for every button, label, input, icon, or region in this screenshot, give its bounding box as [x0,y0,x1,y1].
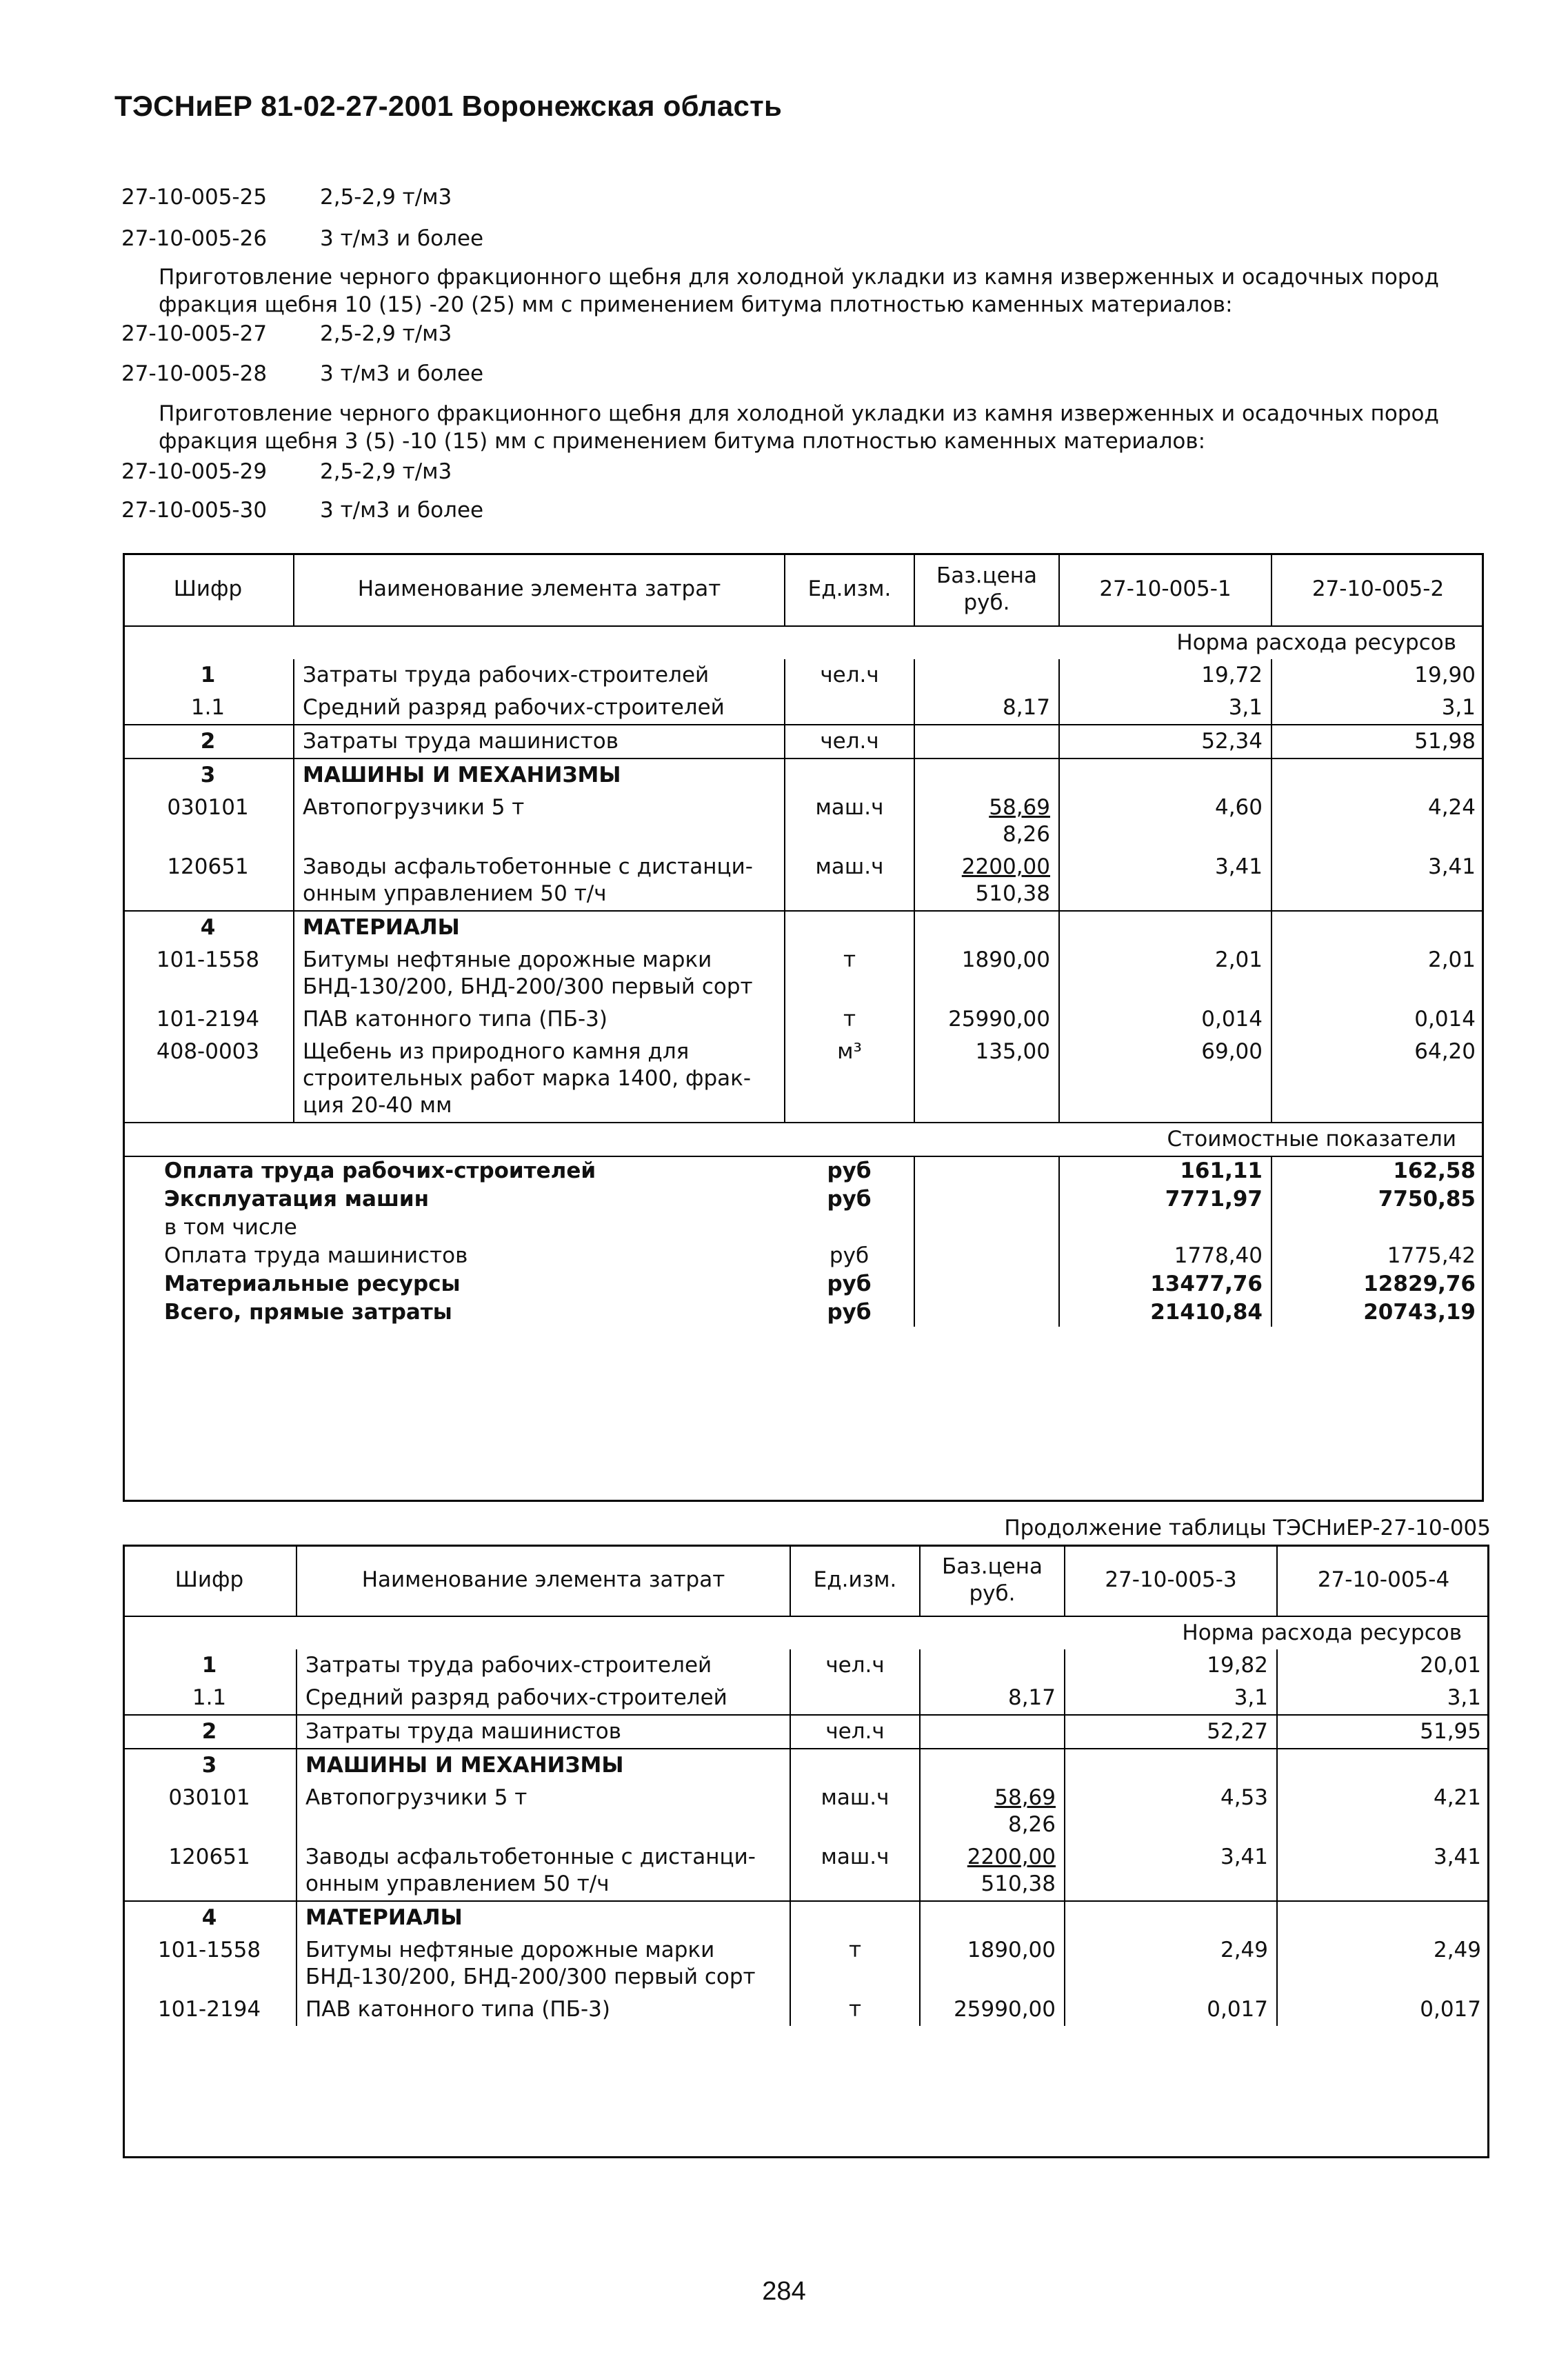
cost-value-1: 1778,40 [1059,1242,1272,1270]
norm-code: 27-10-005-29 [121,459,268,484]
row-value-2: 20,01 [1277,1649,1489,1682]
cost-unit: руб [827,1187,872,1212]
cost-unit: руб [785,1156,914,1185]
table-row [123,1841,1489,1901]
row-value-2: 2,49 [1277,1934,1489,1993]
table-body [123,1616,1489,2026]
cost-row [123,1242,1484,1270]
cost-value-2: 162,58 [1272,1156,1484,1185]
row-name: МАТЕРИАЛЫ [296,1901,790,1934]
row-unit [790,1749,920,1782]
norm-section-label: Норма расхода ресурсов [123,626,1484,659]
price-value: 25990,00 [954,1997,1056,2022]
intro-line [121,459,452,484]
price-value: 8,17 [1007,1685,1056,1710]
row-code: 030101 [167,795,249,820]
price-secondary-value: 8,26 [1002,822,1050,847]
norm-section-label: Норма расхода ресурсов [123,1616,1489,1649]
resource-table-1 [123,553,1484,1327]
row-unit: т [790,1993,920,2026]
intro-line [121,361,483,386]
table-row [123,1682,1489,1715]
row-code: 3 [123,1749,296,1782]
row-name: Затраты труда рабочих-строителей [296,1649,790,1682]
row-name: Затраты труда машинистов [294,725,785,758]
page-title: ТЭСНиЕР 81-02-27-2001 Воронежская область [114,90,783,122]
row-value-1: 2,01 [1059,944,1272,1003]
cost-value-2: 12829,76 [1272,1270,1484,1298]
row-code: 120651 [167,854,249,879]
row-code: 1 [200,663,216,687]
table-row [123,725,1484,758]
row-unit: т [790,1934,920,1993]
cost-row [123,1214,1484,1242]
row-price [920,1682,1065,1715]
row-name: Заводы асфальтобетонные с дистанци-онным управлением 50 т/ч [296,1841,790,1901]
table-row [123,659,1484,692]
norm-text: 2,5-2,9 т/м3 [320,321,452,346]
row-name: Затраты труда рабочих-строителей [294,659,785,692]
header-name: Наименование элемента затрат [294,553,785,626]
row-unit: т [785,1003,914,1036]
row-value-2 [1277,1901,1489,1934]
intro-line [121,498,483,523]
cost-empty [914,1242,1059,1270]
row-code: 2 [123,1715,296,1749]
row-value-2: 0,014 [1272,1003,1484,1036]
cost-name: Эксплуатация машин [164,1187,430,1212]
header-code: Шифр [174,1567,244,1592]
cost-empty [914,1214,1059,1242]
row-value-1: 52,27 [1065,1715,1277,1749]
intro-line [121,226,483,251]
table-row [123,1901,1489,1934]
header-norm-4: 27-10-005-4 [1277,1545,1489,1616]
row-price [914,692,1059,725]
row-value-2: 3,1 [1277,1682,1489,1715]
norm-text: 3 т/м3 и более [320,361,484,386]
row-value-1 [1065,1749,1277,1782]
table-row [123,851,1484,911]
row-code: 1.1 [190,695,225,720]
norm-code: 27-10-005-25 [121,185,268,210]
cost-empty [914,1270,1059,1298]
cost-name: Всего, прямые затраты [164,1300,452,1325]
row-name: Заводы асфальтобетонные с дистанци-онным управлением 50 т/ч [294,851,785,911]
row-name: Битумы нефтяные дорожные марки БНД-130/200, БНД-200/300 первый сорт [294,944,785,1003]
price-secondary-value: 510,38 [981,1871,1056,1896]
row-price [920,1749,1065,1782]
row-unit [785,911,914,944]
row-code: 3 [123,758,294,792]
norm-section-row [123,626,1484,659]
cost-row [123,1298,1484,1327]
row-value-2: 4,21 [1277,1782,1489,1841]
table-row [123,1782,1489,1841]
row-value-1: 52,34 [1059,725,1272,758]
row-value-1: 2,49 [1065,1934,1277,1993]
intro-description: Приготовление черного фракционного щебня для холодной укладки из камня изверженных и осадочных пород фракция щебня 10 (15) -20 (25) мм с применением битума плотностью каменных материалов: [159,265,1439,317]
row-unit: м³ [785,1036,914,1123]
row-value-2: 64,20 [1272,1036,1484,1123]
row-price [914,758,1059,792]
row-name: Щебень из природного камня для строительных работ марка 1400, фрак-ция 20-40 мм [294,1036,785,1123]
cost-value-1: 161,11 [1059,1156,1272,1185]
row-name: Средний разряд рабочих-строителей [294,692,785,725]
cost-section-row [123,1123,1484,1156]
cost-unit: руб [827,1272,872,1296]
row-value-1: 3,41 [1065,1841,1277,1901]
row-code: 101-1558 [157,1938,261,1962]
table-row [123,758,1484,792]
row-name: Затраты труда машинистов [296,1715,790,1749]
row-unit: чел.ч [790,1715,920,1749]
row-code: 1.1 [192,1685,227,1710]
row-value-1: 3,1 [1059,692,1272,725]
cost-empty [914,1298,1059,1327]
norm-text: 2,5-2,9 т/м3 [320,459,452,484]
row-price [914,911,1059,944]
cost-name: Оплата труда рабочих-строителей [123,1156,785,1185]
price-value: 2200,00 [967,1845,1056,1869]
row-code: 2 [123,725,294,758]
row-value-1: 0,017 [1065,1993,1277,2026]
page-number: 284 [762,2277,806,2306]
header-code: Шифр [173,576,243,601]
table-row [123,1003,1484,1036]
row-price [920,1901,1065,1934]
row-code: 030101 [168,1785,250,1810]
cost-value-1: 7771,97 [1059,1185,1272,1214]
row-price [920,1782,1065,1841]
row-price [920,1993,1065,2026]
row-code: 408-0003 [156,1039,260,1064]
row-name: МАШИНЫ И МЕХАНИЗМЫ [296,1749,790,1782]
row-unit [785,758,914,792]
cost-value-1: 21410,84 [1059,1298,1272,1327]
norm-section-row [123,1616,1489,1649]
row-code: 4 [123,1901,296,1934]
row-unit [790,1682,920,1715]
row-price [914,792,1059,851]
row-value-1: 69,00 [1059,1036,1272,1123]
norm-code: 27-10-005-28 [121,361,268,386]
row-value-1 [1065,1901,1277,1934]
cost-body [123,1123,1484,1327]
row-price [914,1003,1059,1036]
row-unit: маш.ч [790,1841,920,1901]
resource-table-2 [123,1545,1489,2026]
cost-value-1: 13477,76 [1059,1270,1272,1298]
table-row [123,1934,1489,1993]
table-row [123,1649,1489,1682]
price-secondary-value: 8,26 [1007,1812,1056,1837]
norm-text: 3 т/м3 и более [320,226,484,251]
row-value-2: 0,017 [1277,1993,1489,2026]
continuation-note: Продолжение таблицы ТЭСНиЕР-27-10-005 [1004,1516,1491,1540]
price-value: 1890,00 [961,947,1050,972]
cost-name: Материальные ресурсы [164,1272,461,1296]
row-value-2: 3,1 [1272,692,1484,725]
table-header-row [123,1545,1489,1616]
row-unit [790,1901,920,1934]
cost-row [123,1270,1484,1298]
cost-unit [785,1214,914,1242]
cost-row [123,1156,1484,1185]
norm-code: 27-10-005-30 [121,498,268,523]
row-price [914,851,1059,911]
cost-unit: руб [829,1243,870,1268]
row-name: Битумы нефтяные дорожные марки БНД-130/200, БНД-200/300 первый сорт [296,1934,790,1993]
row-price [920,1649,1065,1682]
row-code: 120651 [168,1845,250,1869]
cost-empty [914,1185,1059,1214]
cost-value-1 [1059,1214,1272,1242]
header-name: Наименование элемента затрат [296,1545,790,1616]
row-value-1: 4,60 [1059,792,1272,851]
header-unit: Ед.изм. [790,1545,920,1616]
header-norm-3: 27-10-005-3 [1065,1545,1277,1616]
row-code: 4 [123,911,294,944]
row-name: Автопогрузчики 5 т [296,1782,790,1841]
norm-text: 2,5-2,9 т/м3 [320,185,452,210]
row-unit [785,692,914,725]
row-unit: маш.ч [785,851,914,911]
row-value-2: 19,90 [1272,659,1484,692]
row-value-1: 4,53 [1065,1782,1277,1841]
row-value-1: 0,014 [1059,1003,1272,1036]
row-name: Автопогрузчики 5 т [294,792,785,851]
cost-section-label: Стоимостные показатели [123,1123,1484,1156]
norm-code: 27-10-005-27 [121,321,268,346]
row-code: 101-2194 [157,1997,261,2022]
price-value: 58,69 [989,795,1050,820]
row-code: 101-1558 [156,947,260,972]
row-name: МАТЕРИАЛЫ [294,911,785,944]
header-norm-2: 27-10-005-2 [1272,553,1484,626]
cost-row [123,1185,1484,1214]
row-name: МАШИНЫ И МЕХАНИЗМЫ [294,758,785,792]
row-price [914,659,1059,692]
header-norm-1: 27-10-005-1 [1059,553,1272,626]
cost-value-2: 1775,42 [1272,1242,1484,1270]
header-price: Баз.цена руб. [914,553,1059,626]
table-row [123,792,1484,851]
row-value-1: 19,72 [1059,659,1272,692]
row-code: 101-2194 [156,1007,260,1032]
row-unit: чел.ч [785,725,914,758]
price-value: 25990,00 [948,1007,1050,1032]
row-price [914,725,1059,758]
table-row [123,1715,1489,1749]
row-value-2: 3,41 [1272,851,1484,911]
cost-value-2: 20743,19 [1272,1298,1484,1327]
price-value: 2200,00 [961,854,1050,879]
row-value-1 [1059,758,1272,792]
row-value-1: 3,1 [1065,1682,1277,1715]
cost-empty [914,1156,1059,1185]
row-price [914,944,1059,1003]
row-unit: маш.ч [785,792,914,851]
row-name: ПАВ катонного типа (ПБ-3) [296,1993,790,2026]
price-value: 58,69 [994,1785,1056,1810]
row-value-2 [1277,1749,1489,1782]
table-row [123,1993,1489,2026]
cost-name: Оплата труда машинистов [164,1243,468,1268]
cost-value-2 [1272,1214,1484,1242]
row-price [920,1841,1065,1901]
row-value-2: 51,95 [1277,1715,1489,1749]
header-price: Баз.цена руб. [920,1545,1065,1616]
row-name: ПАВ катонного типа (ПБ-3) [294,1003,785,1036]
norm-text: 3 т/м3 и более [320,498,484,523]
row-price [920,1934,1065,1993]
price-value: 1890,00 [967,1938,1056,1962]
intro-line [121,321,452,346]
intro-description: Приготовление черного фракционного щебня для холодной укладки из камня изверженных и осадочных пород фракция щебня 3 (5) -10 (15) мм с применением битума плотностью каменных материалов: [159,401,1439,454]
price-value: 8,17 [1002,695,1050,720]
table-row [123,1036,1484,1123]
table-row [123,1749,1489,1782]
row-value-1: 3,41 [1059,851,1272,911]
row-code: 1 [201,1653,217,1678]
row-name: Средний разряд рабочих-строителей [296,1682,790,1715]
row-value-2: 2,01 [1272,944,1484,1003]
price-secondary-value: 510,38 [975,881,1050,906]
row-value-1 [1059,911,1272,944]
cost-name: в том числе [164,1215,297,1240]
row-unit: маш.ч [790,1782,920,1841]
row-value-2 [1272,758,1484,792]
row-value-2: 51,98 [1272,725,1484,758]
row-value-2: 3,41 [1277,1841,1489,1901]
table-row [123,911,1484,944]
header-unit: Ед.изм. [785,553,914,626]
price-value: 135,00 [975,1039,1050,1064]
row-value-2: 4,24 [1272,792,1484,851]
row-unit: чел.ч [790,1649,920,1682]
norm-code: 27-10-005-26 [121,226,268,251]
cost-unit: руб [827,1300,872,1325]
cost-value-2: 7750,85 [1272,1185,1484,1214]
table-row [123,692,1484,725]
row-unit: чел.ч [785,659,914,692]
intro-line [121,185,452,210]
row-price [914,1036,1059,1123]
row-value-1: 19,82 [1065,1649,1277,1682]
row-value-2 [1272,911,1484,944]
row-unit: т [785,944,914,1003]
table-body [123,626,1484,1123]
row-price [920,1715,1065,1749]
table-row [123,944,1484,1003]
table-header-row [123,553,1484,626]
